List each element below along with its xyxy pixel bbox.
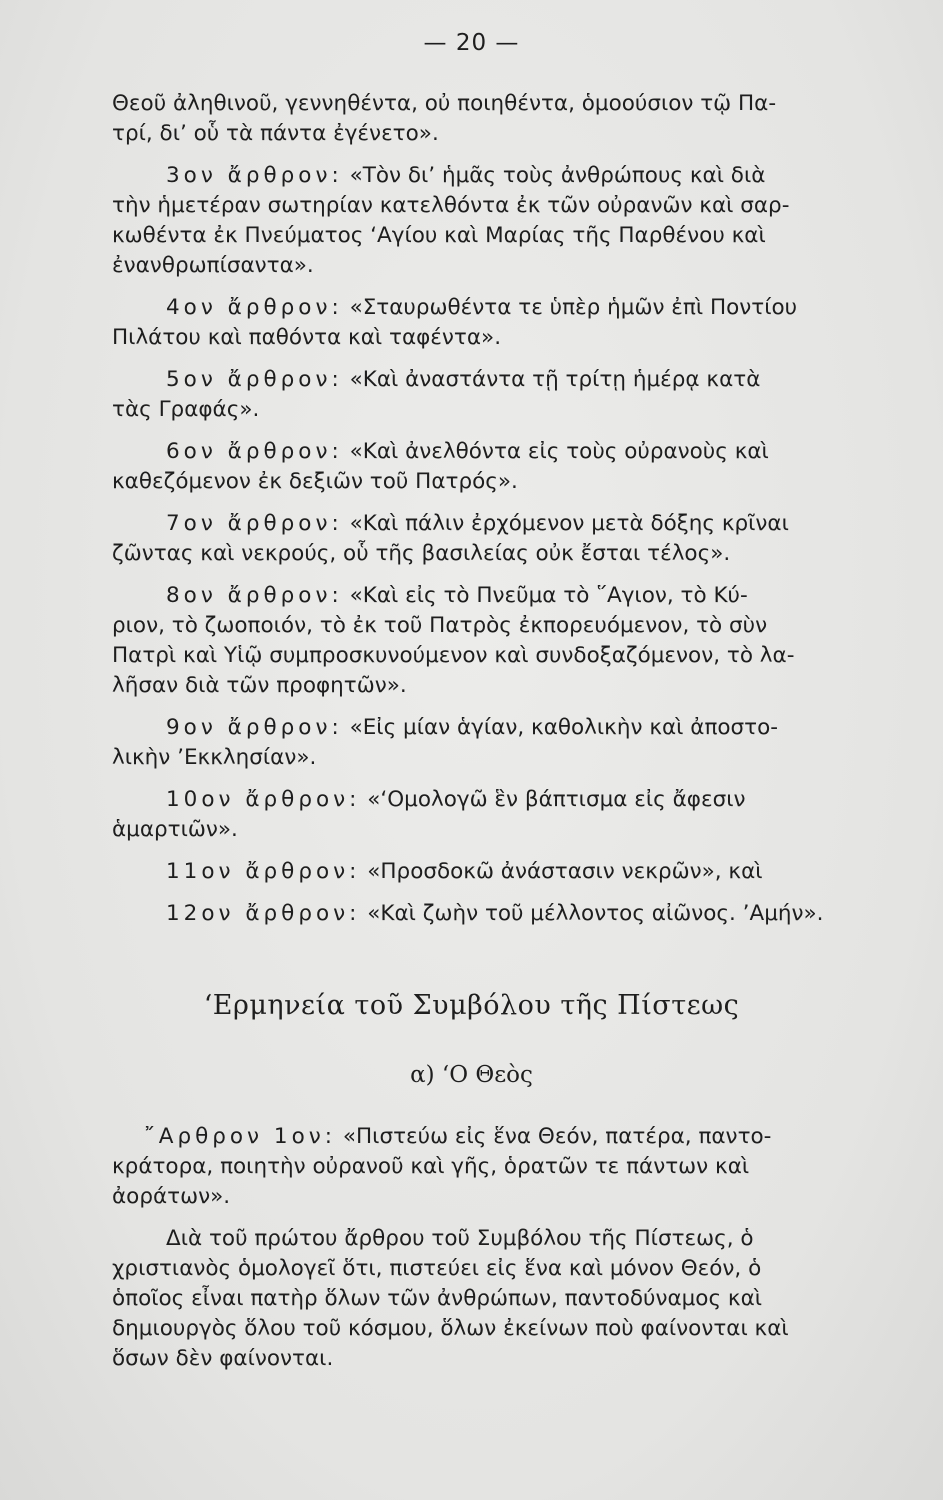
article-text: «Εἰς μίαν ἁγίαν, καθολικὴν καὶ ἀποστο- <box>349 715 779 740</box>
article-3 <box>112 161 934 281</box>
creed-text <box>112 89 934 929</box>
article-1 <box>112 1122 934 1212</box>
article-text: «Καὶ ζωὴν τοῦ μέλλοντος αἰῶνος. ’Αμήν». <box>367 901 824 926</box>
text-line: Πιλάτου καὶ παθόντα καὶ ταφέντα». <box>112 325 502 350</box>
article-label: 9ον ἄρθρον: <box>166 715 343 740</box>
article-2-continuation <box>112 89 934 149</box>
article-label: ῎Αρθρον 1ον: <box>144 1124 336 1149</box>
text-line: χριστιανὸς ὁμολογεῖ ὅτι, πιστεύει εἰς ἕνα καὶ μόνον Θεόν, ὁ <box>112 1256 762 1281</box>
text-line: ἐνανθρωπίσαντα». <box>112 253 314 278</box>
article-text: «Πιστεύω εἰς ἕνα Θεόν, πατέρα, παντο- <box>342 1124 772 1149</box>
article-text: «Σταυρωθέντα τε ὑπὲρ ἡμῶν ἐπὶ Ποντίου <box>349 295 798 320</box>
text-line: λῆσαν διὰ τῶν προφητῶν». <box>112 673 407 698</box>
article-10 <box>112 785 934 845</box>
text-line <box>112 785 934 815</box>
text-line: ἀοράτων». <box>112 1184 231 1209</box>
article-5 <box>112 365 934 425</box>
article-label: 4ον ἄρθρον: <box>166 295 343 320</box>
article-11 <box>112 857 934 887</box>
article-label: 3ον ἄρθρον: <box>166 163 343 188</box>
article-text: «Προσδοκῶ ἀνάστασιν νεκρῶν», καὶ <box>367 859 763 884</box>
article-text: «Καὶ ἀνελθόντα εἰς τοὺς οὐρανοὺς καὶ <box>349 439 769 464</box>
article-label: 11ον ἄρθρον: <box>166 859 361 884</box>
text-line: τρί, δι’ οὗ τὰ πάντα ἐγένετο». <box>112 121 439 146</box>
article-text: «Καὶ εἰς τὸ Πνεῦμα τὸ ῞Αγιον, τὸ Κύ- <box>349 583 748 608</box>
text-line: ὅσων δὲν φαίνονται. <box>112 1346 334 1371</box>
text-line <box>112 857 934 887</box>
article-9 <box>112 713 934 773</box>
article-label: 8ον ἄρθρον: <box>166 583 343 608</box>
article-6 <box>112 437 934 497</box>
article-text: «Τὸν δι’ ἡμᾶς τοὺς ἀνθρώπους καὶ διὰ <box>349 163 766 188</box>
section-title: ‘Ερμηνεία τοῦ Συμβόλου τῆς Πίστεως <box>203 990 740 1021</box>
text-line: τὰς Γραφάς». <box>112 397 260 422</box>
text-line <box>112 365 934 395</box>
text-line: ζῶντας καὶ νεκρούς, οὗ τῆς βασιλείας οὐκ ἔσται τέλος». <box>112 541 731 566</box>
article-label: 7ον ἄρθρον: <box>166 511 343 536</box>
interpretation-text <box>112 1122 934 1374</box>
article-8 <box>112 581 934 701</box>
article-label: 12ον ἄρθρον: <box>166 901 361 926</box>
article-text: «Καὶ ἀναστάντα τῇ τρίτῃ ἡμέρᾳ κατὰ <box>349 367 761 392</box>
article-7 <box>112 509 934 569</box>
text-line: Διὰ τοῦ πρώτου ἄρθρου τοῦ Συμβόλου τῆς Πίστεως, ὁ <box>166 1226 754 1251</box>
text-line: δημιουργὸς ὅλου τοῦ κόσμου, ὅλων ἐκείνων ποὺ φαίνονται καὶ <box>112 1316 789 1341</box>
text-line <box>112 581 934 611</box>
text-line: κράτορα, ποιητὴν οὐρανοῦ καὶ γῆς, ὁρατῶν τε πάντων καὶ <box>112 1154 750 1179</box>
text-line: ὁποῖος εἶναι πατὴρ ὅλων τῶν ἀνθρώπων, παντοδύναμος καὶ <box>112 1286 763 1311</box>
text-line: ἁμαρτιῶν». <box>112 817 238 842</box>
article-4 <box>112 293 934 353</box>
text-line: λικὴν ’Εκκλησίαν». <box>112 745 317 770</box>
text-line <box>112 899 934 929</box>
article-text: «Καὶ πάλιν ἐρχόμενον μετὰ δόξης κρῖναι <box>349 511 789 536</box>
article-label: 10ον ἄρθρον: <box>166 787 361 812</box>
page-number: — 20 — <box>423 30 520 56</box>
article-12 <box>112 899 934 929</box>
article-label: 5ον ἄρθρον: <box>166 367 343 392</box>
text-line: καθεζόμενον ἐκ δεξιῶν τοῦ Πατρός». <box>112 469 518 494</box>
text-line: Θεοῦ ἀληθινοῦ, γεννηθέντα, οὐ ποιηθέντα, ὁμοούσιον τῷ Πα- <box>112 91 777 116</box>
text-line <box>112 713 934 743</box>
subsection-title: α) ‘Ο Θεὸς <box>410 1062 533 1088</box>
text-line <box>112 1122 934 1152</box>
text-line: κωθέντα ἐκ Πνεύματος ‘Αγίου καὶ Μαρίας τῆς Παρθένου καὶ <box>112 223 766 248</box>
text-line: τὴν ἡμετέραν σωτηρίαν κατελθόντα ἐκ τῶν οὐρανῶν καὶ σαρ- <box>112 193 790 218</box>
text-line <box>112 293 934 323</box>
text-line <box>112 161 934 191</box>
commentary-paragraph <box>112 1224 934 1374</box>
text-line <box>112 509 934 539</box>
text-line: ριον, τὸ ζωοποιόν, τὸ ἐκ τοῦ Πατρὸς ἐκπορευόμενον, τὸ σὺν <box>112 613 768 638</box>
text-line: Πατρὶ καὶ Υἱῷ συμπροσκυνούμενον καὶ συνδοξαζόμενον, τὸ λα- <box>112 643 795 668</box>
text-line <box>112 437 934 467</box>
article-text: «‘Ομολογῶ ἓν βάπτισμα εἰς ἄφεσιν <box>367 787 746 812</box>
article-label: 6ον ἄρθρον: <box>166 439 343 464</box>
